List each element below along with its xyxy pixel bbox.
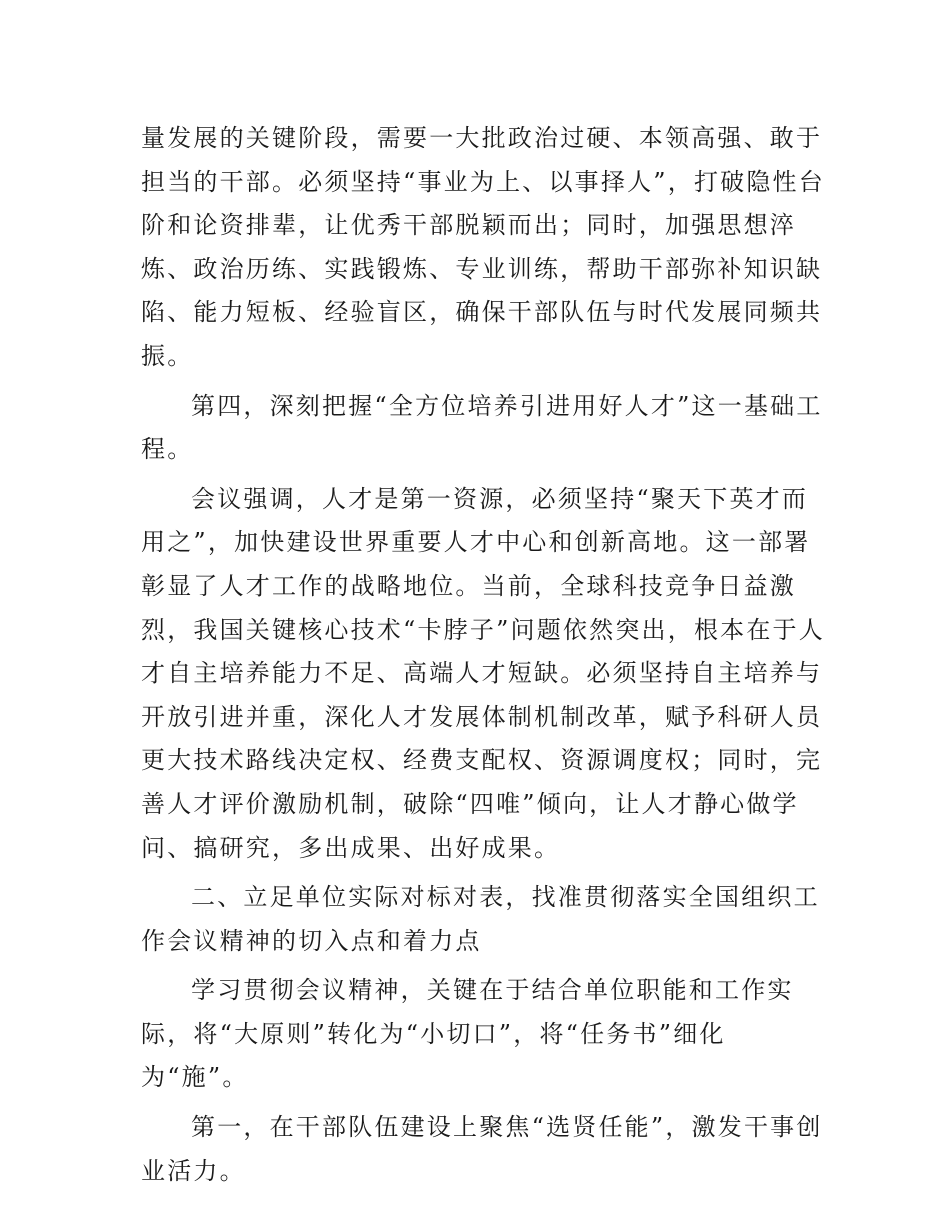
document-body xyxy=(141,117,831,1193)
paragraph-cadre-team-building: 量发展的关键阶段，需要一大批政治过硬、本领高强、敢于担当的干部。必须坚持“事业为上、以事择人”，打破隐性台阶和论资排辈，让优秀干部脱颖而出；同时，加强思想淬炼、政治历练、实践锻炼、专业训练，帮助干部弥补知识缺陷、能力短板、经验盲区，确保干部队伍与时代发展同频共振。 xyxy=(141,124,825,370)
paragraph-heading-fourth: 第四，深刻把握“全方位培养引进用好人才”这一基础工程。 xyxy=(141,391,823,464)
paragraph-implementation: 学习贯彻会议精神，关键在于结合单位职能和工作实际，将“大原则”转化为“小切口”，将“任务书”细化为“施”。 xyxy=(141,976,794,1092)
paragraph-talent-resource: 会议强调，人才是第一资源，必须坚持“聚天下英才而用之”，加快建设世界重要人才中心和创新高地。这一部署彰显了人才工作的战略地位。当前，全球科技竞争日益激烈，我国关键核心技术“卡脖子”问题依然突出，根本在于人才自主培养能力不足、高端人才短缺。必须坚持自主培养与开放引进并重，深化人才发展体制机制改革，赋予科研人员更大技术路线决定权、经费支配权、资源调度权；同时，完善人才评价激励机制，破除“四唯”倾向，让人才静心做学问、搞研究，多出成果、出好成果。 xyxy=(141,484,825,862)
paragraph-heading-first: 第一，在干部队伍建设上聚焦“选贤任能”，激发干事创业活力。 xyxy=(141,1113,823,1185)
paragraph-section-two-heading: 二、立足单位实际对标对表，找准贯彻落实全国组织工作会议精神的切入点和着力点 xyxy=(141,883,820,955)
